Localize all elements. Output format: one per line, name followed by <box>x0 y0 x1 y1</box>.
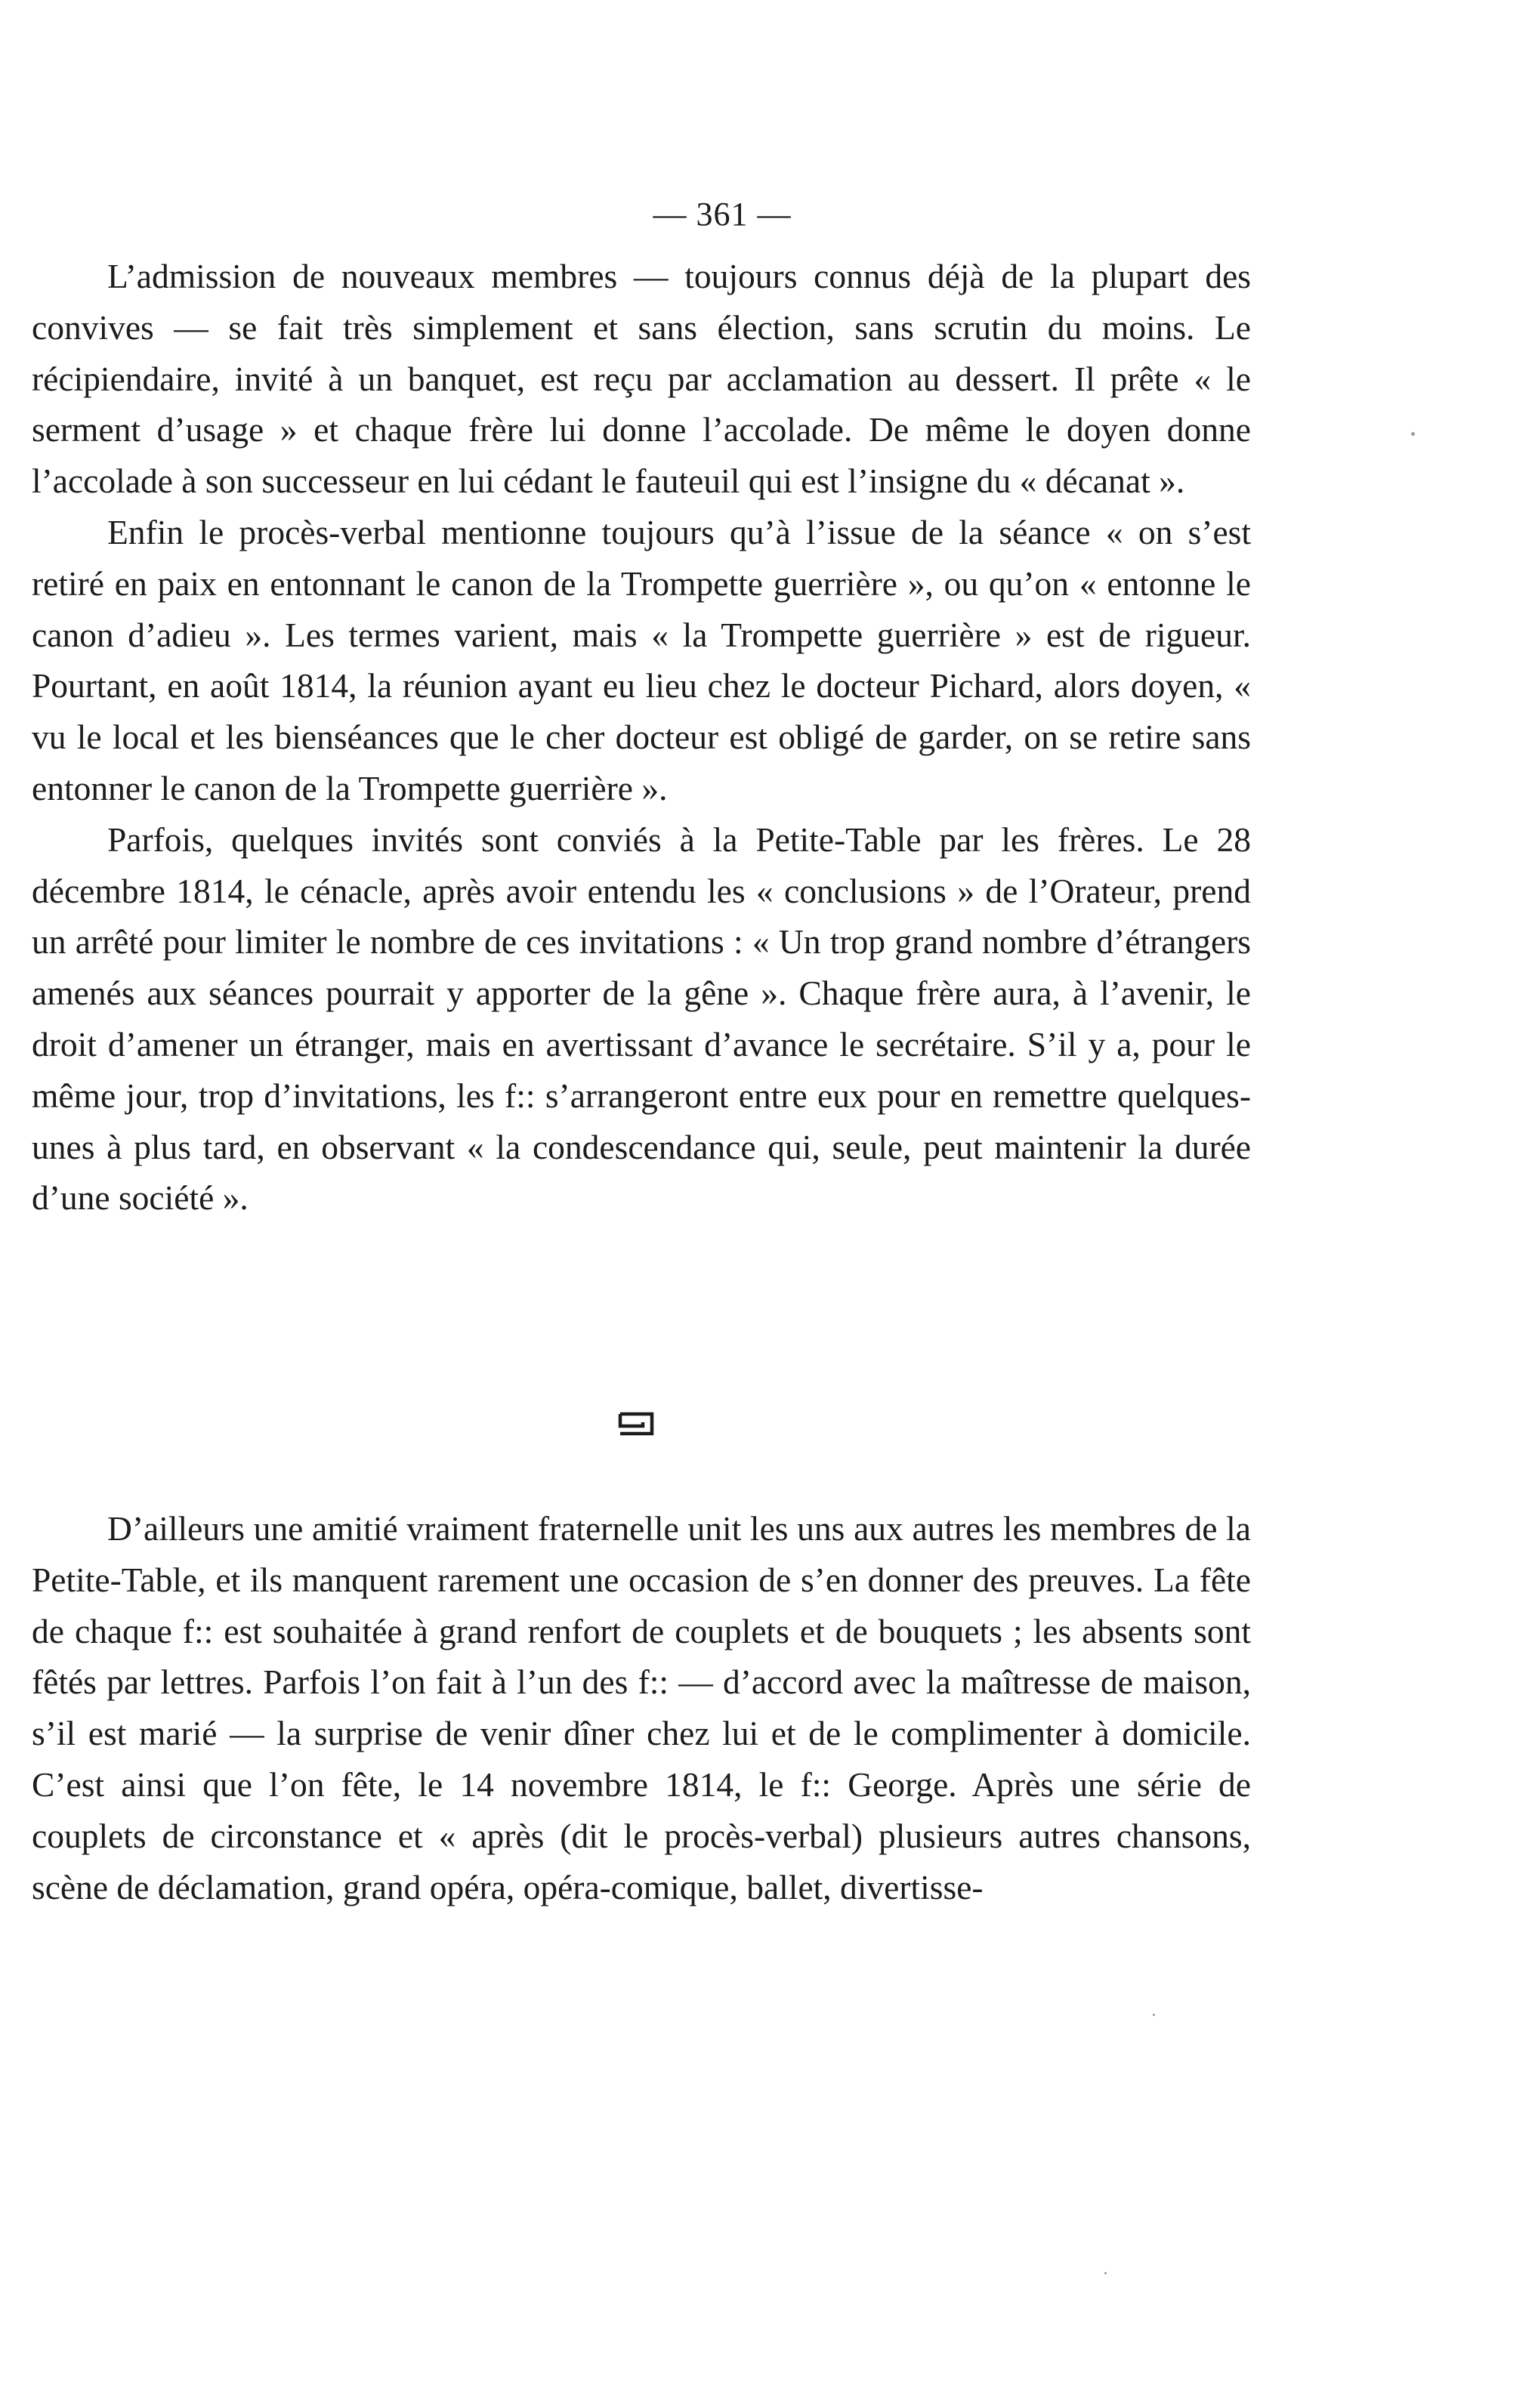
paragraph-amitie: D’ailleurs une amitié vraiment fraternelle unit les uns aux autres les membres de la Petite-Table, et ils manquent rarement une occasion de s’en donner des preuves. La fête de chaque f:: est souhaitée à grand renfort de couplets et de bouquets ; les absents sont fêtés par lettres. Parfois l’on fait à l’un des f:: — d’accord avec la maîtresse de maison, s’il est marié — la surprise de venir dîner chez lui et de le complimenter à domicile. C’est ainsi que l’on fête, le 14 novembre 1814, le f:: George. Après une série de couplets de circonstance et « après (dit le procès-verbal) plusieurs autres chansons, scène de déclamation, grand opéra, opéra-comique, ballet, divertisse- <box>32 1509 1251 1906</box>
paper-speck <box>1411 432 1415 436</box>
page-number: — 361 — <box>653 196 792 233</box>
text-section-1 <box>32 251 1251 1224</box>
fret-ornament-icon <box>618 1411 654 1437</box>
paragraph-admission: L’admission de nouveaux membres — toujours connus déjà de la plupart des convives — se fait très simplement et sans élection, sans scrutin du moins. Le récipiendaire, invité à un banquet, est reçu par acclamation au dessert. Il prête « le serment d’usage » et chaque frère lui donne l’accolade. De même le doyen donne l’accolade à son successeur en lui cédant le fauteuil qui est l’insigne du « décanat ». <box>32 257 1251 501</box>
paper-speck <box>1153 2014 1155 2016</box>
paragraph-invites: Parfois, quelques invités sont conviés à la Petite-Table par les frères. Le 28 décembre 1814, le cénacle, après avoir entendu les « conclusions » de l’Orateur, prend un arrêté pour limiter le nombre de ces invitations : « Un trop grand nombre d’étrangers amenés aux séances pourrait y apporter de la gêne ». Chaque frère aura, à l’avenir, le droit d’amener un étranger, mais en avertissant d’avance le secrétaire. S’il y a, pour le même jour, trop d’invitations, les f:: s’arrangeront entre eux pour en remettre quelques-unes à plus tard, en observant « la condescendance qui, seule, peut maintenir la durée d’une société ». <box>32 820 1251 1218</box>
text-section-2 <box>32 1503 1251 1913</box>
paper-speck <box>1104 2272 1107 2274</box>
paragraph-proces-verbal: Enfin le procès-verbal mentionne toujours qu’à l’issue de la séance « on s’est retiré en paix en entonnant le canon de la Trompette guerrière », ou qu’on « entonne le canon d’adieu ». Les termes varient, mais « la Trompette guerrière » est de rigueur. Pourtant, en août 1814, la réunion ayant eu lieu chez le docteur Pichard, alors doyen, « vu le local et les bienséances que le cher docteur est obligé de garder, on se retire sans entonner le canon de la Trompette guerrière ». <box>32 512 1251 807</box>
